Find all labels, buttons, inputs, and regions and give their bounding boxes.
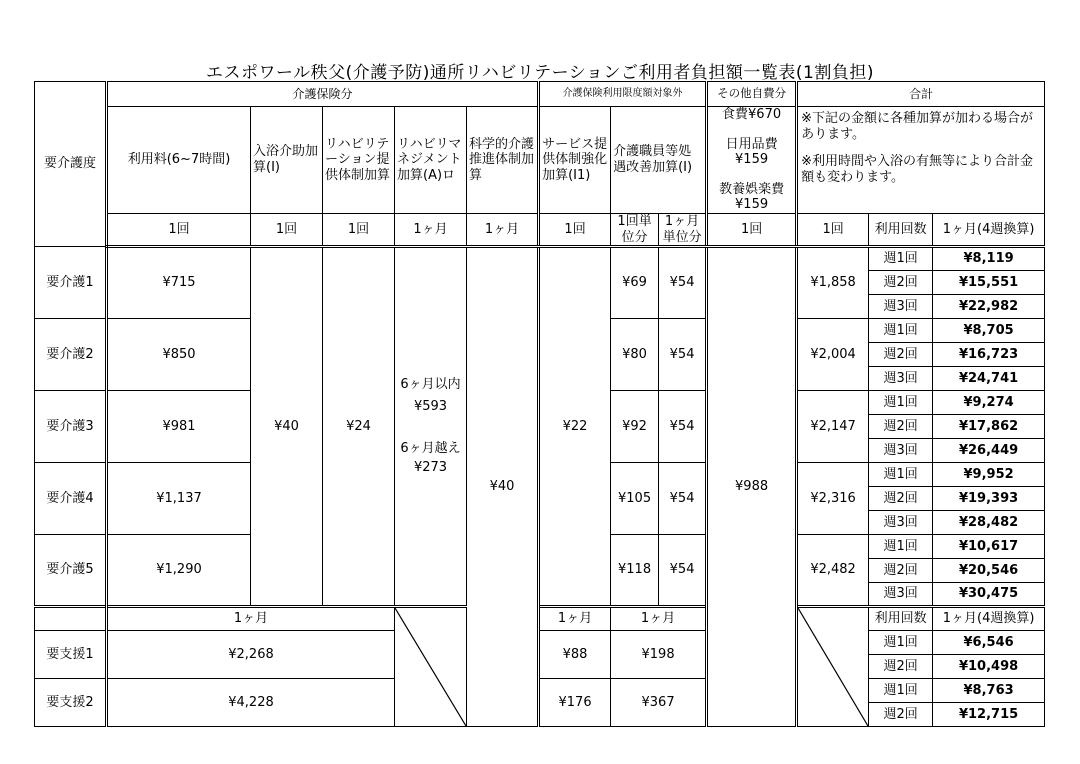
- science-header: 科学的介護推進体制加算: [467, 107, 539, 214]
- subtotal-cell: ¥2,147: [797, 391, 869, 463]
- support-level-blank: [35, 607, 107, 631]
- total-group-header: 合計: [797, 82, 1045, 107]
- subtotal-cell: ¥2,316: [797, 463, 869, 535]
- monthly-total-cell: ¥10,498: [933, 655, 1045, 679]
- note-2: ※利用時間や入浴の有無等により合計金額も変わります。: [801, 154, 1033, 185]
- fee-table: [34, 81, 1045, 727]
- support-fee-cell: ¥4,228: [107, 679, 395, 727]
- support-service-cell: ¥176: [539, 679, 611, 727]
- table-row: [35, 247, 1045, 271]
- unit-label: 1ヶ月: [467, 213, 539, 246]
- bath-header: 入浴介助加算(Ⅰ): [251, 107, 323, 214]
- usage-fee-cell: ¥715: [107, 247, 251, 319]
- monthly-total-cell: ¥8,705: [933, 319, 1045, 343]
- service-system-fee-cell: ¥22: [539, 247, 611, 607]
- monthly-total-cell: ¥22,982: [933, 295, 1045, 319]
- staff-treatment-once-cell: ¥92: [611, 391, 659, 463]
- staff-treatment-once-cell: ¥118: [611, 535, 659, 607]
- recreation-fee: 教養娯楽費: [719, 181, 785, 197]
- care-level-cell: 要介護2: [35, 319, 107, 391]
- usage-fee-cell: ¥850: [107, 319, 251, 391]
- recreation-fee-price: ¥159: [735, 197, 769, 213]
- frequency-cell: 週2回: [869, 655, 933, 679]
- monthly-total-cell: ¥15,551: [933, 271, 1045, 295]
- support-header-row: [35, 607, 1045, 631]
- monthly-total-cell: ¥9,274: [933, 391, 1045, 415]
- frequency-cell: 週3回: [869, 295, 933, 319]
- frequency-cell: 週1回: [869, 463, 933, 487]
- care-level-cell: 要介護5: [35, 535, 107, 607]
- unit-label: 1ヶ月: [539, 607, 611, 631]
- unit-label: 1回: [539, 213, 611, 246]
- monthly-total-cell: ¥28,482: [933, 511, 1045, 535]
- staff-treatment-month-cell: ¥54: [659, 535, 707, 607]
- science-fee-cell: ¥40: [467, 247, 539, 727]
- frequency-cell: 週1回: [869, 535, 933, 559]
- support-service-cell: ¥88: [539, 631, 611, 679]
- bath-fee-cell: ¥40: [251, 247, 323, 607]
- frequency-cell: 週1回: [869, 247, 933, 271]
- usage-count-label: 利用回数: [869, 213, 933, 246]
- frequency-cell: 週2回: [869, 415, 933, 439]
- care-level-cell: 要介護4: [35, 463, 107, 535]
- frequency-cell: 週2回: [869, 703, 933, 727]
- service-system-header: サービス提供体制強化加算(Ⅰ1): [539, 107, 611, 214]
- staff-treatment-month-cell: ¥54: [659, 391, 707, 463]
- rehab-system-header: リハビリテーション提供体制加算: [323, 107, 395, 214]
- subtotal-cell: ¥2,482: [797, 535, 869, 607]
- staff-treatment-once-cell: ¥69: [611, 247, 659, 319]
- unit-label: 1回単位分: [611, 213, 659, 246]
- unit-label: 1回: [797, 213, 869, 246]
- diagonal-blank: [797, 607, 869, 727]
- usage-count-label: 利用回数: [869, 607, 933, 631]
- rehab-mgmt-header: リハビリマネジメント加算(A)ロ: [395, 107, 467, 214]
- unit-label: 1ヶ月単位分: [659, 213, 707, 246]
- subtotal-cell: ¥2,004: [797, 319, 869, 391]
- frequency-cell: 週2回: [869, 559, 933, 583]
- unit-label: 1回: [707, 213, 797, 246]
- monthly-total-cell: ¥9,952: [933, 463, 1045, 487]
- care-level-cell: 要介護3: [35, 391, 107, 463]
- frequency-cell: 週2回: [869, 271, 933, 295]
- frequency-cell: 週2回: [869, 343, 933, 367]
- table-row: [35, 631, 1045, 655]
- frequency-cell: 週1回: [869, 391, 933, 415]
- rehab-mgmt-over-price: ¥273: [413, 460, 448, 476]
- frequency-cell: 週3回: [869, 439, 933, 463]
- staff-treatment-month-cell: ¥54: [659, 247, 707, 319]
- usage-fee-cell: ¥1,290: [107, 535, 251, 607]
- notes: [797, 107, 1045, 214]
- monthly-total-cell: ¥26,449: [933, 439, 1045, 463]
- unit-label: 1ヶ月: [395, 213, 467, 246]
- insurance-group-header: 介護保険分: [107, 82, 539, 107]
- usage-fee-cell: ¥981: [107, 391, 251, 463]
- diagonal-blank: [395, 607, 467, 727]
- monthly-total-cell: ¥8,763: [933, 679, 1045, 703]
- meal-fee: 食費¥670: [722, 107, 782, 122]
- monthly-total-cell: ¥16,723: [933, 343, 1045, 367]
- frequency-cell: 週3回: [869, 367, 933, 391]
- monthly-total-cell: ¥19,393: [933, 487, 1045, 511]
- staff-treatment-month-cell: ¥54: [659, 463, 707, 535]
- unit-label: 1回: [323, 213, 395, 246]
- support-staff-cell: ¥198: [611, 631, 707, 679]
- frequency-cell: 週3回: [869, 583, 933, 607]
- note-1: ※下記の金額に各種加算が加わる場合があります。: [801, 111, 1033, 142]
- monthly-total-cell: ¥20,546: [933, 559, 1045, 583]
- staff-treatment-header: 介護職員等処遇改善加算(Ⅰ): [611, 107, 707, 214]
- daily-goods-fee: 日用品費¥159: [725, 136, 778, 168]
- subtotal-cell: ¥1,858: [797, 247, 869, 319]
- other-total-cell: ¥988: [707, 247, 797, 727]
- support-level-cell: 要支援2: [35, 679, 107, 727]
- monthly-total-cell: ¥17,862: [933, 415, 1045, 439]
- monthly-total-cell: ¥30,475: [933, 583, 1045, 607]
- monthly-label: 1ヶ月(4週換算): [933, 213, 1045, 246]
- rehab-system-fee-cell: ¥24: [323, 247, 395, 607]
- outside-limit-group-header: 介護保険利用限度額対象外: [539, 82, 707, 107]
- monthly-total-cell: ¥24,741: [933, 367, 1045, 391]
- other-fees-header: [707, 107, 797, 214]
- rehab-mgmt-over: 6ヶ月越え: [400, 440, 461, 456]
- rehab-mgmt-within-price: ¥593: [413, 399, 448, 415]
- rehab-mgmt-fee-cell: [395, 247, 467, 607]
- monthly-total-cell: ¥8,119: [933, 247, 1045, 271]
- other-group-header: その他自費分: [707, 82, 797, 107]
- monthly-total-cell: ¥10,617: [933, 535, 1045, 559]
- care-level-cell: 要介護1: [35, 247, 107, 319]
- unit-label: 1ヶ月: [107, 607, 395, 631]
- monthly-total-cell: ¥12,715: [933, 703, 1045, 727]
- monthly-label: 1ヶ月(4週換算): [933, 607, 1045, 631]
- frequency-cell: 週2回: [869, 487, 933, 511]
- monthly-total-cell: ¥6,546: [933, 631, 1045, 655]
- unit-label: 1回: [107, 213, 251, 246]
- diagonal-line: [395, 608, 466, 726]
- unit-label: 1ヶ月: [611, 607, 707, 631]
- usage-fee-header: 利用料(6~7時間): [107, 107, 251, 214]
- rehab-mgmt-within: 6ヶ月以内: [400, 377, 461, 393]
- support-staff-cell: ¥367: [611, 679, 707, 727]
- support-fee-cell: ¥2,268: [107, 631, 395, 679]
- diagonal-line: [798, 608, 868, 726]
- care-level-header: 要介護度: [35, 82, 107, 247]
- frequency-cell: 週1回: [869, 679, 933, 703]
- staff-treatment-month-cell: ¥54: [659, 319, 707, 391]
- frequency-cell: 週1回: [869, 631, 933, 655]
- support-level-cell: 要支援1: [35, 631, 107, 679]
- page-title: エスポワール秩父(介護予防)通所リハビリテーションご利用者負担額一覧表(1割負担): [206, 63, 874, 83]
- staff-treatment-once-cell: ¥105: [611, 463, 659, 535]
- frequency-cell: 週1回: [869, 319, 933, 343]
- staff-treatment-once-cell: ¥80: [611, 319, 659, 391]
- table-row: [35, 679, 1045, 703]
- usage-fee-cell: ¥1,137: [107, 463, 251, 535]
- frequency-cell: 週3回: [869, 511, 933, 535]
- unit-label: 1回: [251, 213, 323, 246]
